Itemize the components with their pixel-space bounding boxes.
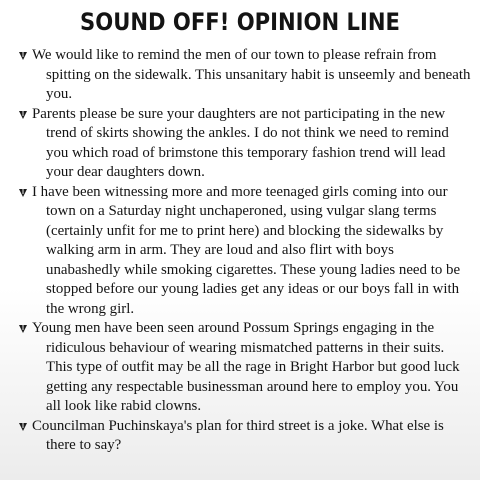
fleuron-leaf-icon (18, 110, 28, 120)
fleuron-leaf-icon (18, 422, 28, 432)
page-title: SOUND OFF! OPINION LINE (80, 8, 400, 36)
opinion-item (18, 46, 472, 105)
opinion-text: I have been witnessing more and more teenaged girls coming into our town on a Saturday night unchaperoned, using vulgar slang terms (certainly unfit for me to print here) and blocking the sidewalks by walking arm in arm. They are loud and also flirt with boys unabashedly while smoking cigarettes. These young ladies need to be stopped before our young ladies get any ideas or our boys fall in with the wrong girl. (32, 183, 461, 317)
fleuron-leaf-icon (18, 51, 28, 61)
opinion-item (18, 183, 472, 320)
opinion-text: Parents please be sure your daughters are not participating in the new trend of skirts showing the ankles. I do not think we need to remind you which road of brimstone this temporary fashion trend will lead your dear daughters down. (32, 105, 449, 180)
opinion-item (18, 105, 472, 183)
fleuron-leaf-icon (18, 324, 28, 334)
opinion-item (18, 319, 472, 417)
fleuron-leaf-icon (18, 188, 28, 198)
opinion-text: Young men have been seen around Possum Springs engaging in the ridiculous behaviour of wearing mismatched patterns in their suits. This type of outfit may be all the rage in Bright Harbor but good luck getting any respectable businessman around here to employ you. You all look like rabid clowns. (32, 320, 460, 414)
opinion-text: We would like to remind the men of our town to please refrain from spitting on the sidewalk. This unsanitary habit is unseemly and beneath you. (32, 47, 471, 102)
opinion-list (18, 46, 472, 456)
opinion-item (18, 417, 472, 456)
opinion-text: Councilman Puchinskaya's plan for third street is a joke. What else is there to say? (32, 417, 444, 453)
